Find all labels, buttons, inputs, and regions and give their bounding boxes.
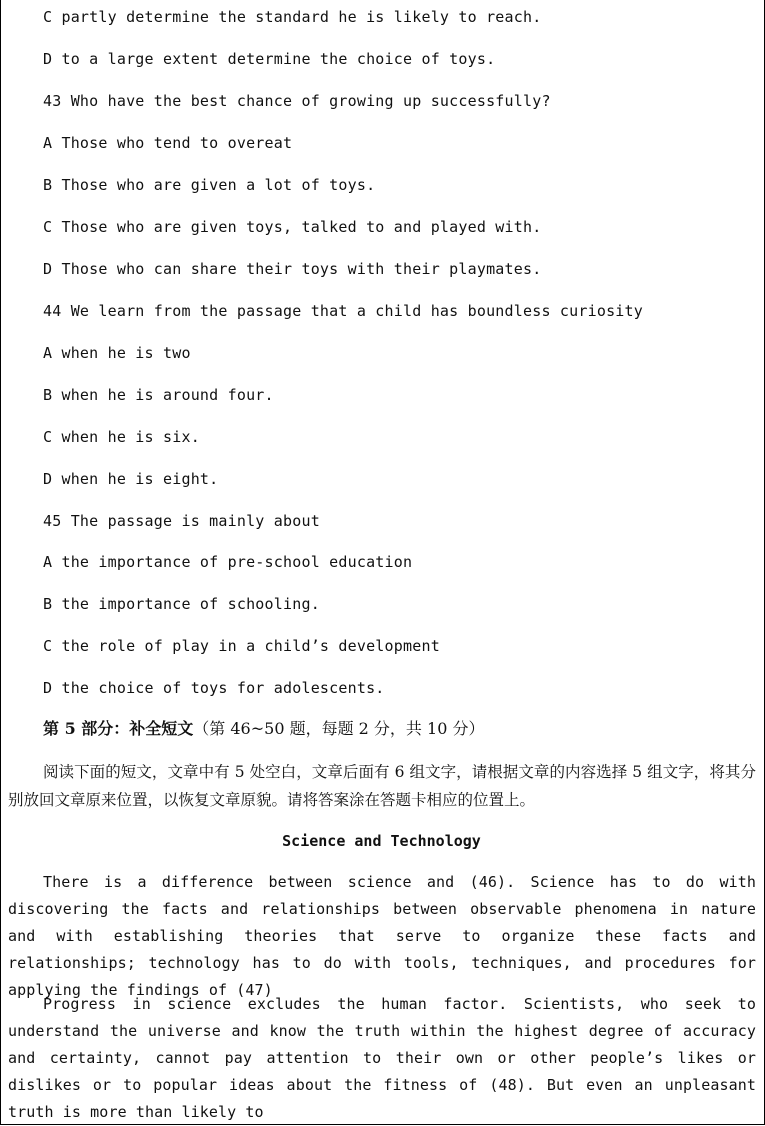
answer-option-45d: D the choice of toys for adolescents.	[43, 679, 385, 697]
question-44: 44 We learn from the passage that a child has boundless curiosity	[43, 302, 643, 320]
answer-option-44d: D when he is eight.	[43, 470, 219, 488]
question-45: 45 The passage is mainly about	[43, 512, 320, 530]
answer-option-45c: C the role of play in a child’s development	[43, 637, 440, 655]
section-heading	[43, 718, 484, 740]
answer-option-44a: A when he is two	[43, 344, 191, 362]
passage-paragraph-2: Progress in science excludes the human factor. Scientists, who seek to understand the universe and know the truth within the highest degree of accuracy and certainty, cannot pay attention to their own or other people’s likes or dislikes or to popular ideas about the fitness of (48). But even an unpleasant truth is more than likely to	[8, 995, 756, 1121]
answer-option-42c: C partly determine the standard he is likely to reach.	[43, 8, 542, 26]
section-heading-title: 第 5 部分：补全短文	[43, 719, 194, 738]
answer-option-43b: B Those who are given a lot of toys.	[43, 176, 376, 194]
answer-option-43a: A Those who tend to overeat	[43, 134, 293, 152]
section-instructions: 阅读下面的短文，文章中有 5 处空白，文章后面有 6 组文字，请根据文章的内容选择 5 组文字，将其分别放回文章原来位置，以恢复文章原貌。请将答案涂在答题卡相应的位置上。	[8, 763, 756, 809]
question-43: 43 Who have the best chance of growing up successfully?	[43, 92, 551, 110]
section-heading-detail: （第 46~50 题，每题 2 分，共 10 分）	[193, 719, 485, 738]
answer-option-42d: D to a large extent determine the choice of toys.	[43, 50, 496, 68]
passage-paragraph-1: There is a difference between science and (46). Science has to do with discovering the facts and relationships between observable phenomena in nature and with establishing theories that serve to organize these facts and relationships; technology has to do with tools, techniques, and procedures for applying the findings of (47)	[8, 873, 756, 999]
answer-option-43c: C Those who are given toys, talked to and played with.	[43, 218, 542, 236]
answer-option-44b: B when he is around four.	[43, 386, 274, 404]
answer-option-45b: B the importance of schooling.	[43, 595, 320, 613]
passage-title: Science and Technology	[282, 832, 481, 850]
answer-option-45a: A the importance of pre-school education	[43, 553, 413, 571]
answer-option-43d: D Those who can share their toys with their playmates.	[43, 260, 542, 278]
answer-option-44c: C when he is six.	[43, 428, 200, 446]
